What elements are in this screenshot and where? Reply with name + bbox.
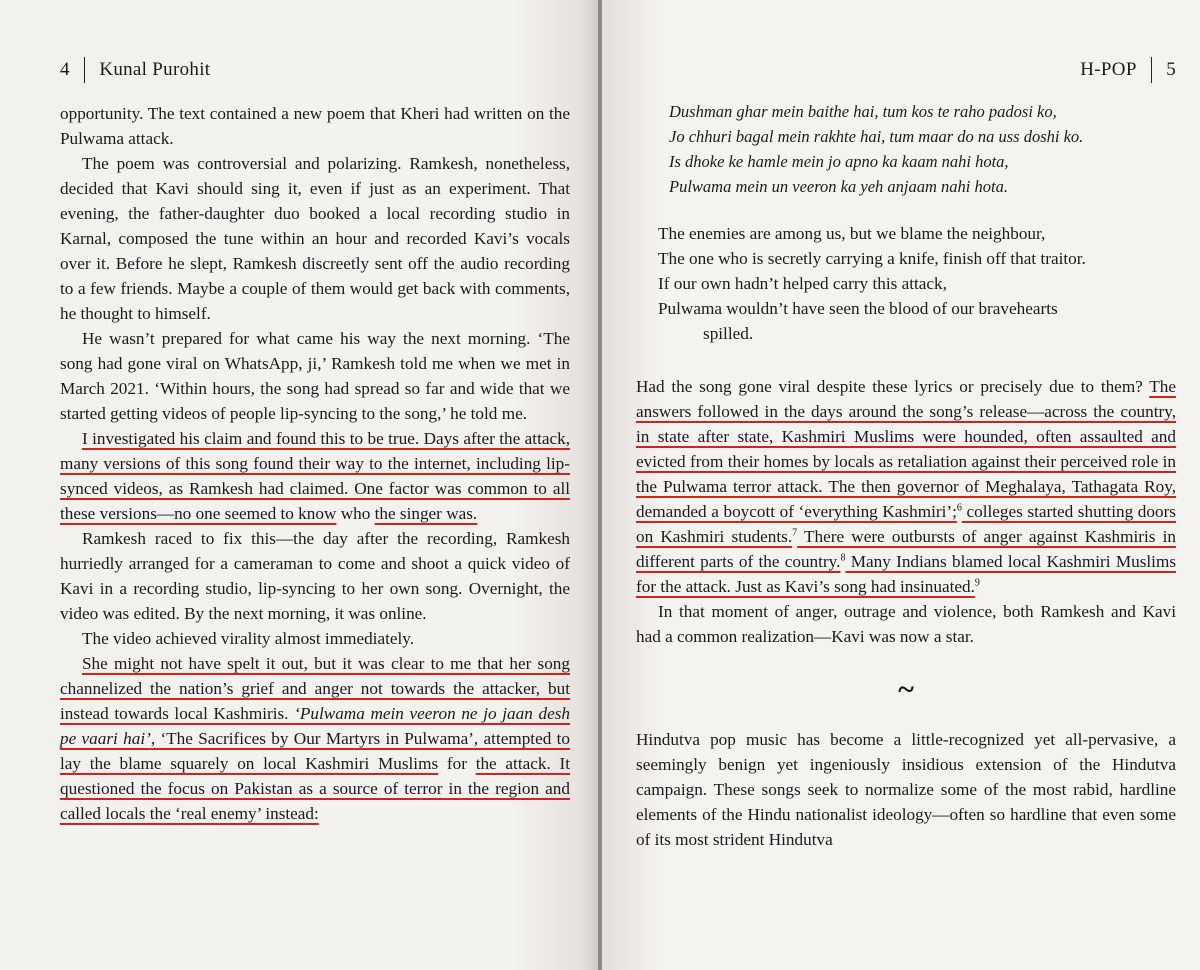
right-paragraph-1: [636, 374, 1176, 599]
poem-line: Jo chhuri bagal mein rakhte hai, tum maar do na uss doshi ko.: [669, 127, 1084, 146]
underlined-passage: I investigated his claim and found this to be true. Days after the attack, many versions of this song found their way to the internet, including lip-synced videos, as Ramkesh had claimed. One factor was common to all these versions—no one seemed to know: [60, 429, 570, 523]
poem-line: Dushman ghar mein baithe hai, tum kos te raho padosi ko,: [669, 102, 1057, 121]
plain-text: for: [438, 754, 476, 773]
left-paragraph-3: He wasn’t prepared for what came his way the next morning. ‘The song had gone viral on WhatsApp, ji,’ Ramkesh told me when we met in March 2021. ‘Within hours, the song had spread so far and wide that we started getting videos of people lip-syncing to the song,’ he told me.: [60, 329, 570, 423]
poem-translation: [658, 221, 1176, 346]
header-divider: [1151, 57, 1153, 83]
right-body-text: [636, 374, 1176, 649]
right-paragraph-2: In that moment of anger, outrage and violence, both Ramkesh and Kavi had a common realization—Kavi was now a star.: [636, 602, 1176, 646]
footnote-marker[interactable]: 9: [974, 577, 980, 589]
right-page: [602, 0, 1200, 970]
underlined-passage: , ‘The Sacrifices by Our Martyrs in Pulwama’, attempted to lay the blame squarely on local Kashmiri Muslims: [60, 729, 570, 773]
translation-line: If our own hadn’t helped carry this attack,: [658, 274, 947, 293]
plain-text: Had the song gone viral despite these lyrics or precisely due to them?: [636, 377, 1150, 396]
underlined-passage: There were outbursts of anger against Kashmiris in different parts of the country.: [636, 527, 1176, 571]
translation-line: The one who is secretly carrying a knife, finish off that traitor.: [658, 249, 1086, 268]
section-break-ornament: ~: [898, 673, 914, 706]
translation-line: spilled.: [703, 324, 754, 343]
left-body-text: [60, 101, 570, 826]
underlined-passage: the attack. It questioned the focus on Pakistan as a source of terror in the region and called locals the ‘real enemy’ instead:: [60, 754, 570, 823]
hindi-poem: [669, 99, 1176, 199]
song-title: ‘Pulwama mein veeron ne jo jaan desh pe vaari hai’: [60, 704, 570, 748]
left-page-number: 4: [60, 59, 70, 80]
header-divider: [84, 57, 86, 83]
left-paragraph-2: The poem was controversial and polarizing. Ramkesh, nonetheless, decided that Kavi should sing it, even if just as an experiment. That evening, the father-daughter duo booked a local recording studio in Karnal, composed the tune within an hour and recorded Kavi’s vocals over it. Before he slept, Ramkesh discreetly sent off the audio recording to a few friends. Maybe a couple of them would get back with comments, he thought to himself.: [60, 154, 570, 323]
translation-line: The enemies are among us, but we blame the neighbour,: [658, 224, 1046, 243]
right-body-text-2: [636, 727, 1176, 852]
underlined-passage: the singer was.: [374, 504, 478, 523]
underlined-passage: She might not have spelt it out, but it was clear to me that her song channelized the nation’s grief and anger not towards the attacker, but instead towards local Kashmiris.: [60, 654, 570, 723]
footnote-marker[interactable]: 6: [956, 502, 962, 514]
left-paragraph-5: Ramkesh raced to fix this—the day after the recording, Ramkesh hurriedly arranged for a cameraman to come and shoot a quick video of Kavi in a recording studio, lip-syncing to her own song. Overnight, the video was edited. By the next morning, it was online.: [60, 529, 570, 623]
right-running-head: H-POP: [1080, 59, 1137, 80]
poem-line: Pulwama mein un veeron ka yeh anjaam nahi hota.: [669, 177, 1008, 196]
left-paragraph-6: The video achieved virality almost immediately.: [82, 629, 415, 648]
left-paragraph-4: [60, 426, 570, 526]
left-paragraph-7: [60, 651, 570, 826]
right-page-number: 5: [1166, 59, 1176, 80]
underlined-passage: colleges started shutting doors on Kashmiri students.: [636, 502, 1176, 546]
poem-line: Is dhoke ke hamle mein jo apno ka kaam nahi hota,: [669, 152, 1009, 171]
right-paragraph-3: Hindutva pop music has become a little-recognized yet all-pervasive, a seemingly benign yet ingeniously insidious extension of the Hindutva campaign. These songs seek to normalize some of the most rabid, hardline elements of the Hindu nationalist ideology—often so hardline that even some of its most strident Hindutva: [636, 730, 1176, 849]
footnote-marker[interactable]: 7: [792, 527, 798, 539]
translation-line: Pulwama wouldn’t have seen the blood of our bravehearts: [658, 299, 1058, 318]
underlined-passage: The answers followed in the days around the song’s release—across the country, in state after state, Kashmiri Muslims were hounded, often assaulted and evicted from their homes by locals as retaliation against their perceived role in the Pulwama terror attack. The then governor of Meghalaya, Tathagata Roy, demanded a boycott of ‘everything Kashmiri’;: [636, 377, 1176, 521]
underlined-passage: Many Indians blamed local Kashmiri Muslims for the attack. Just as Kavi’s song had insinuated.: [636, 552, 1177, 596]
left-page: [0, 0, 598, 970]
left-running-head: Kunal Purohit: [99, 59, 211, 80]
plain-text: who: [336, 504, 375, 523]
right-page-header: [636, 55, 1176, 85]
left-page-header: [60, 55, 570, 85]
footnote-marker[interactable]: 8: [840, 552, 846, 564]
left-paragraph-1: opportunity. The text contained a new poem that Kheri had written on the Pulwama attack.: [60, 104, 570, 148]
